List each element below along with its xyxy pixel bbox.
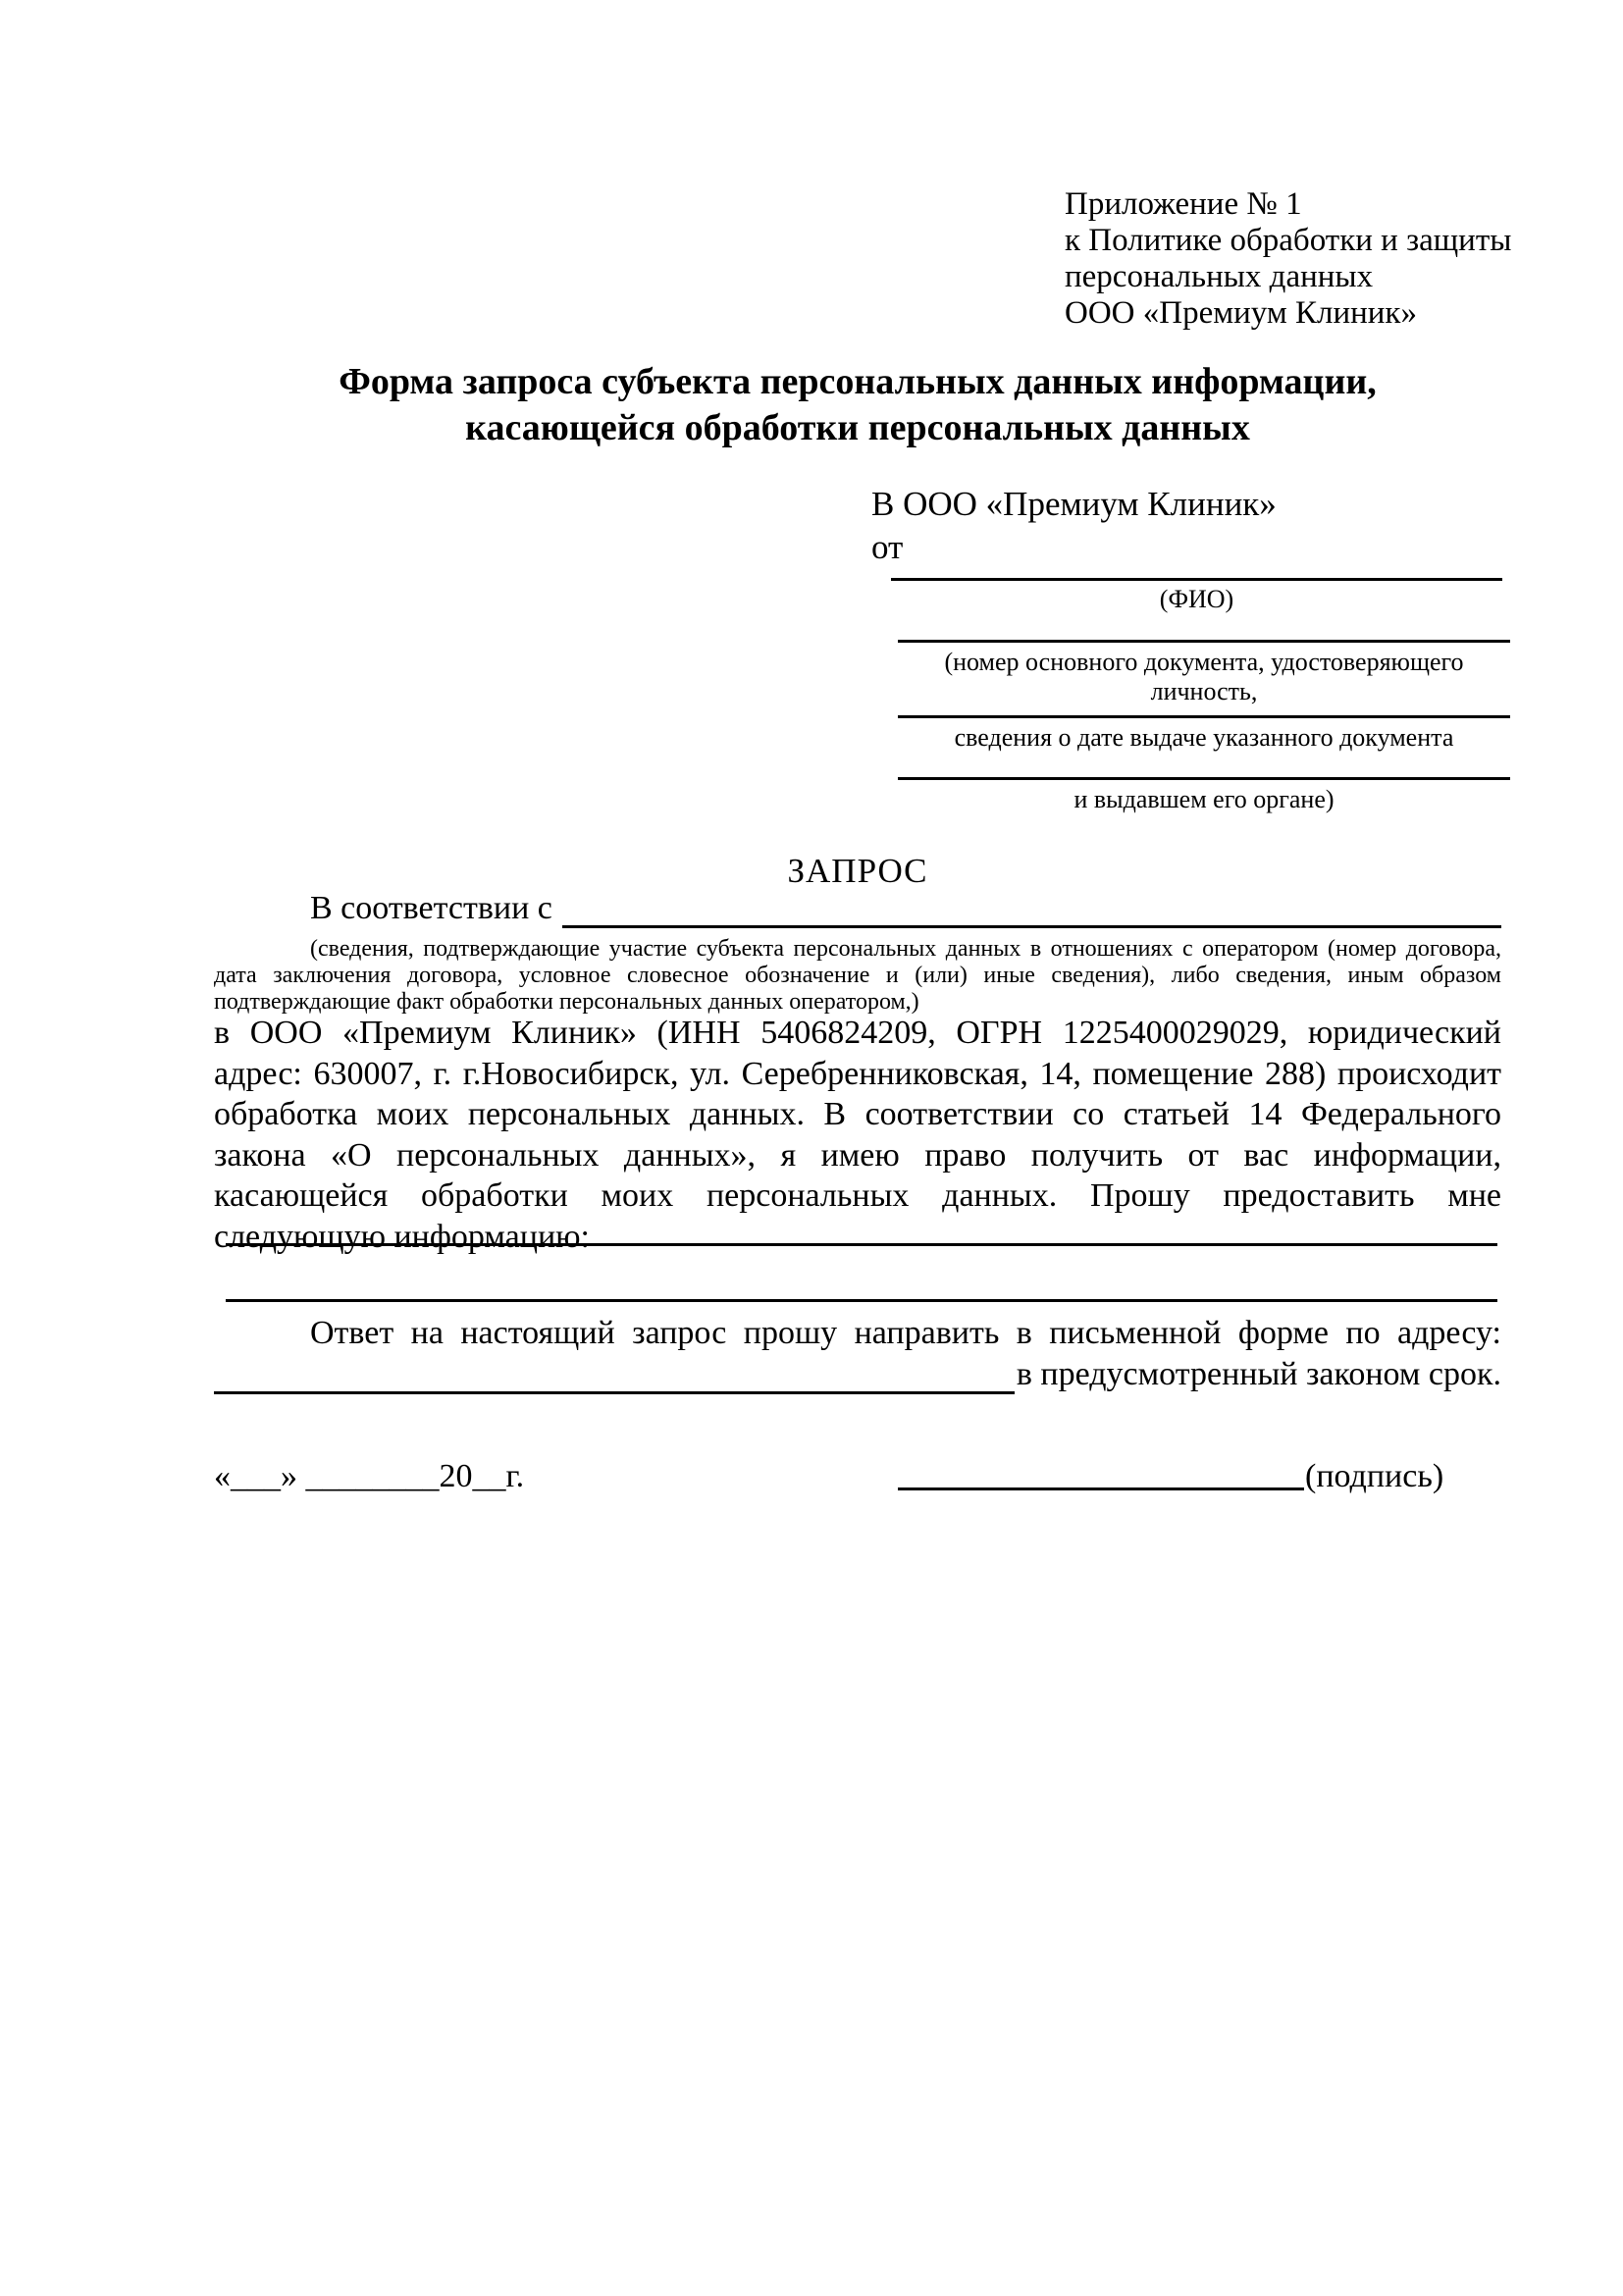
issuing-authority-caption: и выдавшем его органе) [1073, 785, 1335, 813]
basis-label: В соответствии с [310, 890, 552, 926]
addressee-from: от [871, 528, 904, 566]
appendix-block [1065, 186, 1511, 332]
fio-caption: (ФИО) [1159, 585, 1234, 613]
basis-field-line[interactable] [562, 892, 1501, 928]
signature-field-line[interactable] [898, 1487, 1304, 1490]
issue-date-caption: сведения о дате выдаче указанного документа [954, 723, 1454, 752]
address-field-line[interactable] [214, 1358, 1015, 1394]
appendix-line-2: к Политике обработки и защиты [1065, 223, 1512, 258]
appendix-line-3: персональных данных [1065, 259, 1374, 294]
body-paragraph: в ООО «Премиум Клиник» (ИНН 5406824209, ОГРН 1225400029029, юридический адрес: 630007, г. г.Новосибирск, ул. Серебренниковская, 14, помещение 288) происходит обработка моих персональных данных. В соответствии со статьей 14 Федерального закона «О персональных данных», я имею право получить от вас информации, касающейся обработки моих персональных данных. Прошу предоставить мне следующую информацию: [214, 1015, 1501, 1255]
issuing-authority-field-line[interactable] [898, 777, 1510, 780]
signature-caption: (подпись) [1305, 1458, 1444, 1494]
addressee-to: В ООО «Премиум Клиник» [871, 485, 1277, 523]
appendix-line-1: Приложение № 1 [1065, 186, 1302, 222]
reply-text: Ответ на настоящий запрос прошу направить в письменной форме по адресу: [310, 1315, 1501, 1351]
document-number-caption: (номер основного документа, удостоверяющего личность, [944, 648, 1464, 705]
date-field[interactable]: «___» ________20__г. [214, 1458, 525, 1494]
request-heading: ЗАПРОС [787, 852, 928, 890]
fio-field-line[interactable] [891, 578, 1502, 581]
reply-address-row [214, 1354, 1501, 1394]
basis-row [310, 889, 1501, 928]
info-field-line-1[interactable] [226, 1243, 1497, 1246]
document-number-field-line[interactable] [898, 640, 1510, 643]
appendix-line-4: ООО «Премиум Клиник» [1065, 295, 1417, 331]
document-title-line-1: Форма запроса субъекта персональных данных информации, [339, 361, 1377, 402]
basis-footnote: (сведения, подтверждающие участие субъекта персональных данных в отношениях с оператором (номер договора, дата заключения договора, условное словесное обозначение и (или) иные сведения), либо сведения, иным образом подтверждающие факт обработки персональных данных оператором,) [214, 936, 1501, 1015]
issue-date-field-line[interactable] [898, 715, 1510, 718]
info-field-line-2[interactable] [226, 1299, 1497, 1302]
document-title-line-2: касающейся обработки персональных данных [465, 407, 1250, 448]
reply-suffix: в предусмотренный законом срок. [1016, 1356, 1501, 1392]
document-title [214, 359, 1501, 451]
